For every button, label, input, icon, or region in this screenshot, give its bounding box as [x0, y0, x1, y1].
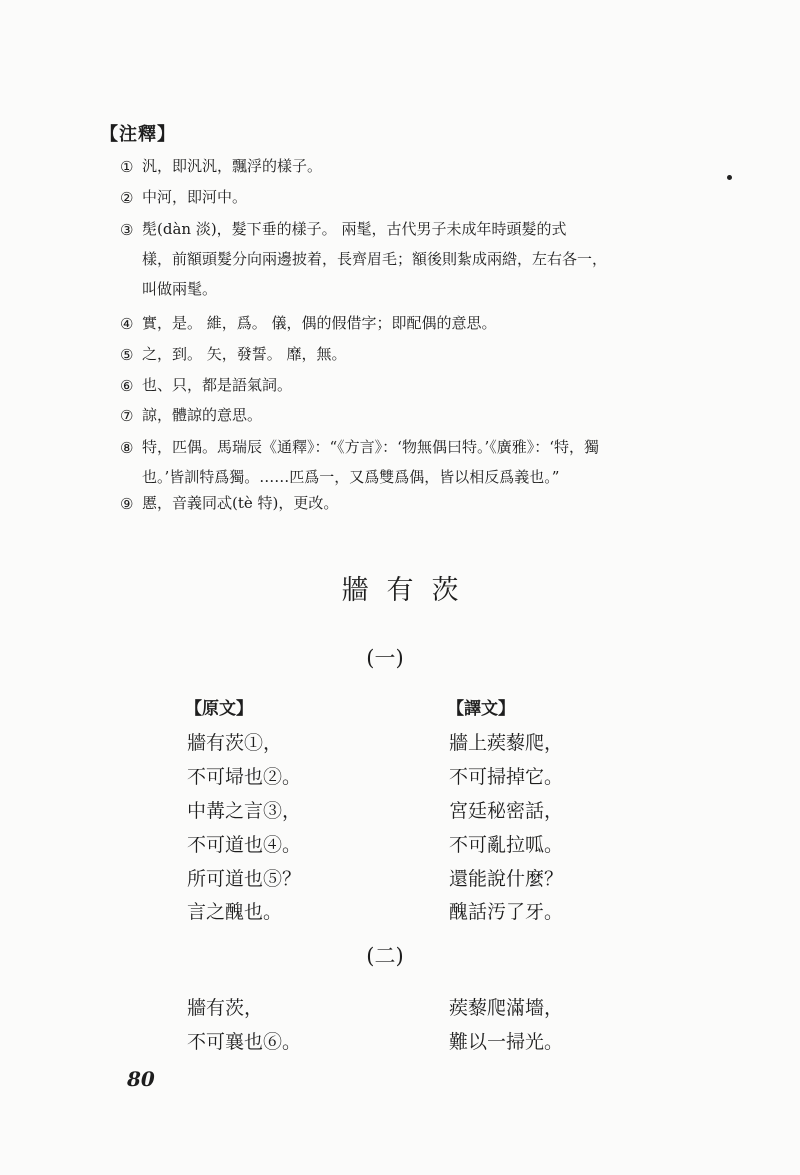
section-label: (二)	[366, 944, 404, 968]
note-number: ②	[120, 189, 134, 207]
note-text: 髧(dàn 淡)，髮下垂的樣子。 兩髦，古代男子未成年時頭髮的式 樣，前額頭髮分向兩邊披着，長齊眉毛；額後則紮成兩綹，左右各一， 叫做兩髦。	[142, 220, 608, 298]
translation-line: 難以一掃光。	[449, 1031, 564, 1053]
note-number: ⑤	[120, 346, 134, 364]
translation-line: 宮廷秘密話，	[449, 800, 564, 822]
scan-speck	[727, 175, 732, 180]
original-line: 不可道也④。	[187, 834, 302, 856]
original-heading: 【原文】	[185, 699, 253, 719]
note-number: ④	[120, 315, 134, 333]
note-text: 之，到。 矢，發誓。 靡，無。	[142, 345, 347, 363]
original-line: 言之醜也。	[187, 901, 283, 923]
translation-line: 蒺藜爬滿墻，	[449, 997, 564, 1019]
original-line: 不可襄也⑥。	[187, 1031, 302, 1053]
note-text: 諒，體諒的意思。	[142, 406, 263, 424]
original-line: 牆有茨①，	[187, 732, 283, 754]
note-text: 中河，即河中。	[142, 188, 248, 206]
note-text: 汎，即汎汎，飄浮的樣子。	[142, 157, 323, 175]
original-line: 中冓之言③，	[187, 800, 302, 822]
translation-line: 牆上蒺藜爬，	[449, 732, 564, 754]
note-number: ⑥	[120, 377, 134, 395]
original-line: 所可道也⑤？	[187, 868, 302, 890]
original-line: 牆有茨，	[187, 997, 264, 1019]
note-text: 特，匹偶。馬瑞辰《通釋》：“《方言》：‘物無偶曰特。’《廣雅》：‘特，獨 也。’皆訓特爲獨。……匹爲一，又爲雙爲偶，皆以相反爲義也。”	[142, 438, 599, 486]
page-number: 80	[127, 1067, 155, 1091]
note-number: ③	[120, 221, 134, 239]
section-label: (一)	[366, 646, 404, 670]
notes-heading: 【注釋】	[100, 124, 176, 145]
note-number: ⑧	[120, 439, 134, 457]
translation-line: 不可亂拉呱。	[449, 834, 564, 856]
translation-heading: 【譯文】	[447, 699, 515, 719]
note-number: ①	[120, 158, 134, 176]
note-number: ⑦	[120, 407, 134, 425]
note-text: 慝，音義同忒(tè 特)，更改。	[142, 494, 339, 512]
note-text: 也、只，都是語氣詞。	[142, 376, 293, 394]
poem-title: 牆有茨	[341, 575, 477, 606]
translation-line: 醜話汚了牙。	[449, 901, 564, 923]
original-line: 不可埽也②。	[187, 766, 302, 788]
note-text: 實，是。 維，爲。 儀，偶的假借字；即配偶的意思。	[142, 314, 497, 332]
translation-line: 不可掃掉它。	[449, 766, 564, 788]
translation-line: 還能說什麼？	[449, 868, 564, 890]
note-number: ⑨	[120, 495, 134, 513]
